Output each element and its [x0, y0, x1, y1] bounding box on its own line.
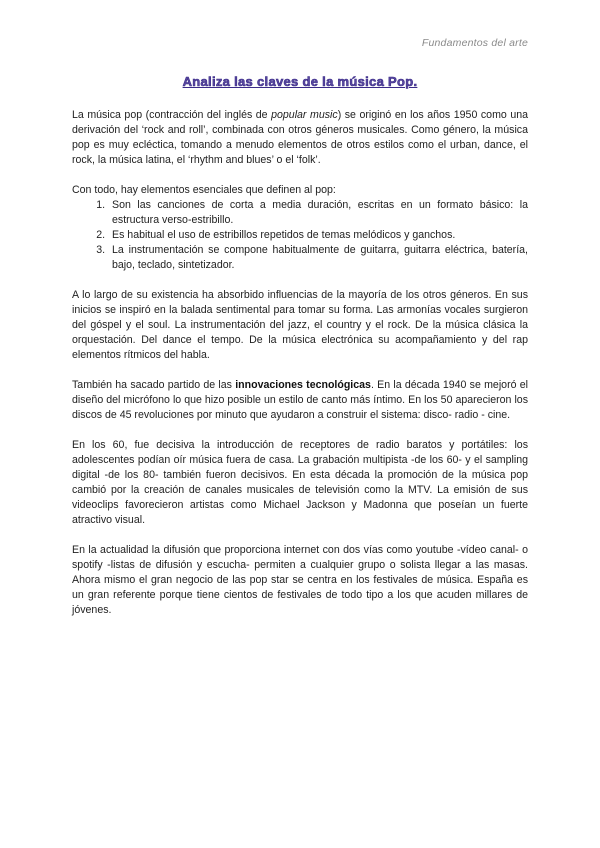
- list-item: 2. Es habitual el uso de estribillos repetidos de temas melódicos y ganchos.: [108, 228, 528, 243]
- elements-list: [72, 198, 528, 273]
- intro-paragraph: [72, 108, 528, 168]
- technology-text-2: . En la década 1940 se mejoró el diseño del micrófono lo que hizo posible un estilo de canto más íntimo. En los 50 aparecieron los discos de 45 revoluciones por minuto que ayudaron a construir el sistema: disco- radio - cine.: [72, 379, 528, 421]
- influences-paragraph: A lo largo de su existencia ha absorbido influencias de la mayoría de los otros géneros. En sus inicios se inspiró en la balada sentimental para tomar su forma. Las armonías vocales surgieron del góspel y el soul. La instrumentación del jazz, el country y el rock. De la música clásica la orquestación. Del dance el tempo. De la música electrónica su acompañamiento y del rap elementos rítmicos del habla.: [72, 289, 528, 361]
- elements-lead: Con todo, hay elementos esenciales que definen al pop:: [72, 184, 336, 196]
- document-title: Analiza las claves de la música Pop.: [182, 74, 418, 89]
- technology-bold-term: innovaciones tecnológicas: [235, 379, 371, 391]
- list-item: 1. Son las canciones de corta a media duración, escritas en un formato básico: la estructura verso-estribillo.: [108, 198, 528, 228]
- header-note: Fundamentos del arte: [421, 37, 528, 49]
- list-item: 3. La instrumentación se compone habitualmente de guitarra, guitarra eléctrica, batería, bajo, teclado, sintetizador.: [108, 243, 528, 273]
- technology-text-1: También ha sacado partido de las: [72, 379, 236, 391]
- intro-text-2: ) se originó en los años 1950 como una derivación del ‘rock and roll’, combinada con otros géneros musicales. Como género, la música pop es muy ecléctica, tomando a menudo elementos de otros estilos como el urban, dance, el rock, la música latina, el ‘rhythm and blues’ o el ‘folk’.: [72, 109, 529, 166]
- intro-text-1: La música pop (contracción del inglés de: [72, 109, 272, 121]
- today-paragraph: En la actualidad la difusión que proporciona internet con dos vías como youtube -vídeo canal- o spotify -listas de difusión y escucha- permiten a cualquier grupo o solista llegar a las masas. Ahora mismo el gran negocio de las pop star se centra en los festivales de música. España es un gran referente porque tiene cientos de festivales de todo tipo a los que acuden millares de jóvenes.: [72, 544, 528, 616]
- intro-italic-term: popular music: [271, 109, 338, 121]
- document-body: [72, 108, 528, 633]
- sixties-paragraph: En los 60, fue decisiva la introducción de receptores de radio baratos y portátiles: los adolescentes podían oír música fuera de casa. La grabación multipista -de los 60- y el sampling digital -de los 80- también fueron decisivos. En esta década la promoción de la música pop cambió por la creación de canales musicales de televisión como la MTV. La emisión de sus videoclips favorecieron artistas como Michael Jackson y Madonna que poseían un fuerte atractivo visual.: [72, 439, 528, 526]
- technology-paragraph: [72, 378, 528, 423]
